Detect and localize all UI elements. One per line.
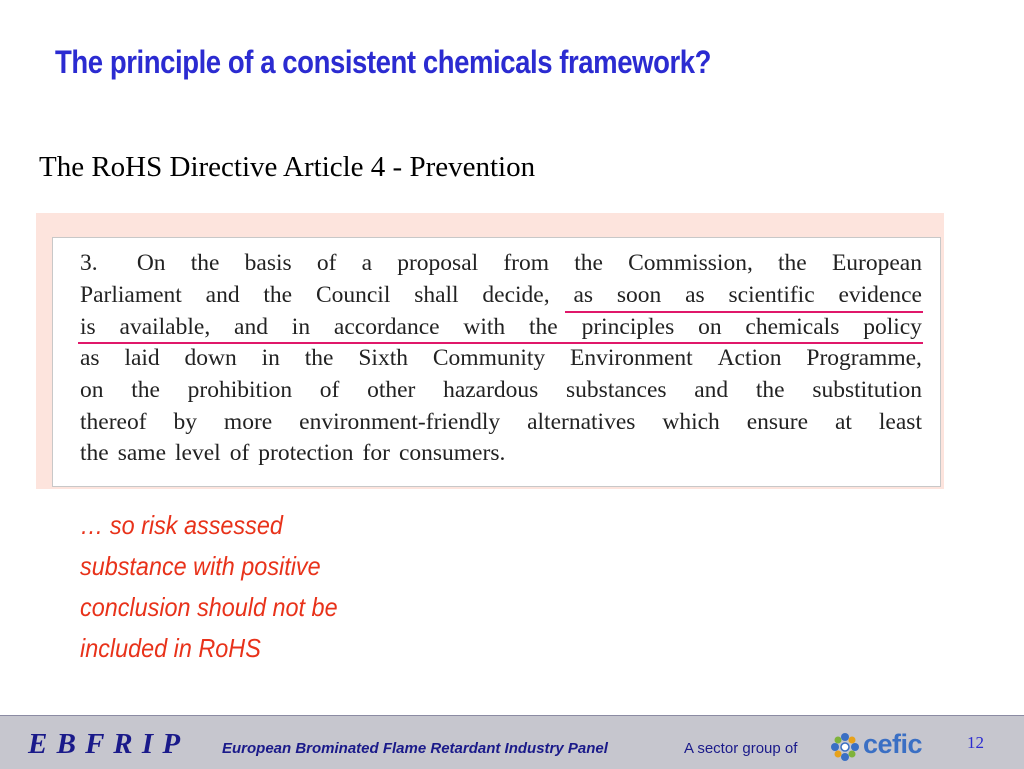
highlight-underline bbox=[565, 311, 923, 313]
sector-label: A sector group of bbox=[684, 740, 798, 757]
quote-word: other bbox=[367, 377, 416, 403]
quote-word: ensure bbox=[746, 409, 809, 435]
quote-word: and bbox=[694, 377, 729, 403]
quote-word: principles bbox=[581, 314, 675, 340]
quote-word: policy bbox=[863, 314, 922, 340]
quote-word: basis bbox=[244, 250, 292, 276]
quote-word: On bbox=[136, 250, 166, 276]
quote-word: the bbox=[263, 282, 293, 308]
quote-word: of bbox=[319, 377, 340, 403]
quote-word: as bbox=[80, 345, 100, 371]
quote-word: by bbox=[173, 409, 197, 435]
quote-word: as bbox=[685, 282, 705, 308]
quote-word: consumers. bbox=[398, 440, 506, 466]
quote-word: more bbox=[223, 409, 273, 435]
quote-word: thereof bbox=[80, 409, 147, 435]
quote-word: and bbox=[205, 282, 240, 308]
quote-word: the bbox=[80, 440, 109, 466]
quote-word: the bbox=[190, 250, 220, 276]
quote-word: on bbox=[698, 314, 722, 340]
quote-word: the bbox=[131, 377, 160, 403]
quote-word: available, bbox=[119, 314, 211, 340]
quote-word: Community bbox=[432, 345, 546, 371]
quote-word: from bbox=[503, 250, 550, 276]
quote-word: substances bbox=[566, 377, 667, 403]
quote-word: Environment bbox=[570, 345, 693, 371]
quote-word: is bbox=[80, 314, 96, 340]
quote-word: shall bbox=[414, 282, 459, 308]
quote-line bbox=[80, 250, 922, 282]
quote-word: Council bbox=[315, 282, 391, 308]
quote-word: accordance bbox=[333, 314, 440, 340]
slide-subtitle: The RoHS Directive Article 4 - Prevention bbox=[39, 151, 536, 183]
quote-word: same bbox=[117, 440, 167, 466]
quote-word: European bbox=[831, 250, 922, 276]
quote-word: alternatives bbox=[527, 409, 636, 435]
logo-text: cefic bbox=[863, 729, 923, 759]
quote-word: as bbox=[573, 282, 594, 308]
quote-word: prohibition bbox=[187, 377, 293, 403]
page-number: 12 bbox=[967, 733, 984, 752]
cefic-flower-icon bbox=[830, 732, 860, 762]
quote-line bbox=[80, 409, 922, 441]
quote-word: proposal bbox=[397, 250, 479, 276]
quote-word: the bbox=[755, 377, 785, 403]
quote-word: of bbox=[229, 440, 250, 466]
org-name: European Brominated Flame Retardant Industry Panel bbox=[222, 740, 608, 757]
quote-word: decide, bbox=[482, 282, 550, 308]
quote-line bbox=[80, 377, 922, 409]
quote-line bbox=[80, 440, 922, 472]
quote-word: in bbox=[291, 314, 311, 340]
org-acronym: E B F R I P bbox=[28, 728, 182, 760]
quote-word: chemicals bbox=[745, 314, 840, 340]
quote-word: on bbox=[80, 377, 104, 403]
quote-word: substitution bbox=[812, 377, 922, 403]
note-line: substance with positive bbox=[80, 551, 321, 581]
highlight-underline bbox=[78, 342, 923, 344]
quote-word: protection bbox=[258, 440, 354, 466]
quote-word: the bbox=[304, 345, 334, 371]
quote-word: hazardous bbox=[443, 377, 539, 403]
quote-word: in bbox=[261, 345, 280, 371]
quote-word: 3. bbox=[80, 250, 98, 276]
slide-title: The principle of a consistent chemicals framework? bbox=[55, 44, 711, 80]
quote-line bbox=[80, 345, 922, 377]
quote-word: scientific bbox=[728, 282, 815, 308]
quote-word: with bbox=[463, 314, 506, 340]
quote-word: which bbox=[662, 409, 720, 435]
quote-word: level bbox=[175, 440, 221, 466]
annotation-note bbox=[80, 505, 386, 669]
cefic-logo bbox=[830, 731, 922, 763]
quote-word: for bbox=[362, 440, 390, 466]
quote-word: the bbox=[574, 250, 603, 276]
quote-word: least bbox=[878, 409, 922, 435]
quote-word: a bbox=[361, 250, 373, 276]
quote-word: soon bbox=[616, 282, 662, 308]
quote-word: Commission, bbox=[628, 250, 753, 276]
quote-word: Programme, bbox=[806, 345, 922, 371]
note-line: … so risk assessed bbox=[80, 510, 283, 540]
quote-word: the bbox=[529, 314, 558, 340]
note-line: conclusion should not be bbox=[80, 592, 338, 622]
quote-word: Sixth bbox=[358, 345, 408, 371]
quote-line bbox=[80, 282, 922, 314]
quote-word: Action bbox=[717, 345, 782, 371]
quote-word: and bbox=[234, 314, 268, 340]
quote-word: the bbox=[778, 250, 807, 276]
quote-word: Parliament bbox=[80, 282, 182, 308]
quote-word: at bbox=[835, 409, 852, 435]
quote-word: laid bbox=[124, 345, 160, 371]
note-line: included in RoHS bbox=[80, 633, 261, 663]
quote-word: evidence bbox=[838, 282, 922, 308]
quote-word: of bbox=[316, 250, 337, 276]
quote-word: environment-friendly bbox=[299, 409, 501, 435]
quote-word: down bbox=[184, 345, 237, 371]
